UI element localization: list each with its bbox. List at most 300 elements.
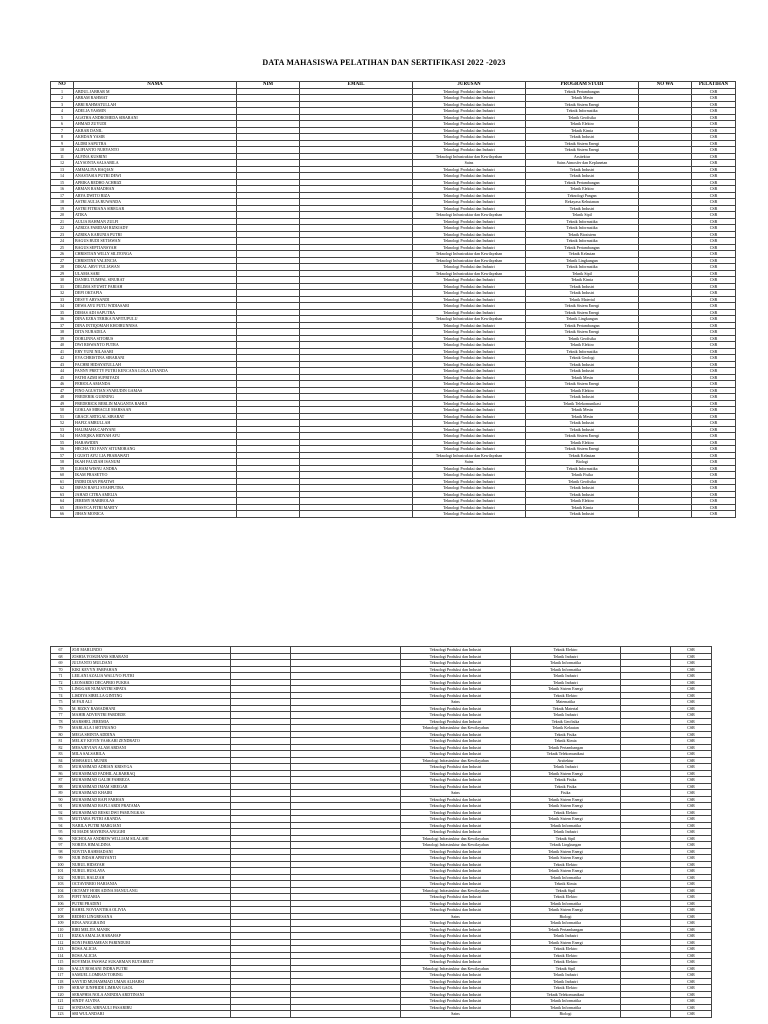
cell-program-studi: Teknik Sipil [511, 887, 621, 894]
cell-program-studi: Teknik Pertambangan [511, 926, 621, 933]
cell-no: 9 [51, 140, 74, 147]
cell-no: 79 [51, 725, 71, 732]
cell-no: 97 [51, 842, 71, 849]
cell-pelatihan: CSR [671, 874, 712, 881]
cell-pelatihan: CSR [692, 491, 736, 498]
cell-pelatihan: CSR [671, 972, 712, 979]
cell-nama: MILA SALSABILA [71, 751, 231, 758]
cell-jurusan: Teknologi Produksi dan Industri [413, 472, 526, 479]
cell-program-studi: Teknik Sistem Energi [526, 381, 639, 388]
cell-nama: ROVEMIA FASWAZ SUKARMAN BUTARBUT [71, 959, 231, 966]
cell-jurusan: Teknologi Produksi dan Industri [413, 134, 526, 141]
cell-nama: RIRI MELITA MANIK [71, 926, 231, 933]
cell-nama: ROSA ALICIA [71, 946, 231, 953]
cell-no: 3 [51, 101, 74, 108]
cell-jurusan: Teknologi Produksi dan Industri [413, 361, 526, 368]
cell-pelatihan: CSR [671, 952, 712, 959]
cell-program-studi: Teknik Industri [526, 420, 639, 427]
cell-nama: AKHDAN YASIR [74, 134, 237, 141]
cell-no: 34 [51, 303, 74, 310]
cell-jurusan: Teknologi Produksi dan Industri [401, 666, 511, 673]
cell-pelatihan: CSR [692, 433, 736, 440]
cell-no: 69 [51, 660, 71, 667]
cell-program-studi: Teknik Sistem Energi [526, 446, 639, 453]
cell-program-studi: Matematika [511, 699, 621, 706]
cell-program-studi: Sains Atmosfer dan Keplanetan [526, 160, 639, 167]
cell-pelatihan: CSR [671, 796, 712, 803]
cell-no: 51 [51, 413, 74, 420]
cell-pelatihan: CSR [692, 121, 736, 128]
cell-jurusan: Teknologi Produksi dan Industri [413, 283, 526, 290]
cell-no: 48 [51, 394, 74, 401]
cell-no: 107 [51, 907, 71, 914]
cell-pelatihan: CSR [671, 692, 712, 699]
cell-jurusan: Teknologi Produksi dan Industri [401, 991, 511, 998]
cell-nama: HALIMAHA CAHYANI [74, 426, 237, 433]
cell-jurusan: Teknologi Infrastruktur dan Kewilayahan [401, 757, 511, 764]
cell-nama: SALLY ROSIANI INDRA PUTRI [71, 965, 231, 972]
cell-pelatihan: CSR [692, 342, 736, 349]
cell-no: 106 [51, 900, 71, 907]
cell-no: 102 [51, 874, 71, 881]
cell-no: 50 [51, 407, 74, 414]
cell-pelatihan: CSR [692, 296, 736, 303]
cell-no: 24 [51, 238, 74, 245]
cell-no: 117 [51, 972, 71, 979]
cell-program-studi: Teknik Sistem Energi [511, 848, 621, 855]
cell-program-studi: Teknik Informatika [511, 666, 621, 673]
cell-no: 91 [51, 803, 71, 810]
cell-no: 105 [51, 894, 71, 901]
cell-no-wa [639, 511, 692, 518]
cell-jurusan: Teknologi Produksi dan Industri [413, 348, 526, 355]
cell-jurusan: Teknologi Produksi dan Industri [413, 218, 526, 225]
cell-program-studi: Teknik Industri [526, 368, 639, 375]
cell-pelatihan: CSR [671, 913, 712, 920]
cell-no: 108 [51, 913, 71, 920]
cell-program-studi: Teknik Industri [526, 394, 639, 401]
cell-nama: FACHRI HIDAYATULLAH [74, 361, 237, 368]
cell-nama: HANIQIKA HIDYAH AYU [74, 433, 237, 440]
cell-jurusan: Teknologi Produksi dan Industri [413, 192, 526, 199]
cell-program-studi: Teknik Kimia [511, 881, 621, 888]
cell-nama: JAHAD CITRA AMELIA [74, 491, 237, 498]
cell-program-studi: Teknik Industri [526, 173, 639, 180]
cell-jurusan: Teknologi Produksi dan Industri [401, 764, 511, 771]
cell-nama: DORLINNA SITORUS [74, 335, 237, 342]
cell-program-studi: Teknik Biosistem [526, 231, 639, 238]
cell-no: 83 [51, 751, 71, 758]
cell-jurusan: Teknologi Produksi dan Industri [401, 978, 511, 985]
cell-program-studi: Teknik Informatika [511, 1004, 621, 1011]
cell-pelatihan: CSR [692, 368, 736, 375]
cell-pelatihan: CSR [692, 355, 736, 362]
cell-program-studi: Teknik Geologi [526, 355, 639, 362]
cell-pelatihan: CSR [692, 511, 736, 518]
cell-jurusan: Teknologi Produksi dan Industri [401, 751, 511, 758]
cell-no: 122 [51, 1004, 71, 1011]
cell-nama: MUHAMMAD GALIH FAHREZA [71, 777, 231, 784]
cell-no: 111 [51, 933, 71, 940]
cell-pelatihan: CSR [692, 140, 736, 147]
cell-pelatihan: CSR [671, 731, 712, 738]
cell-program-studi: Teknik Sistem Energi [526, 309, 639, 316]
cell-jurusan: Teknologi Produksi dan Industri [413, 199, 526, 206]
cell-pelatihan: CSR [692, 231, 736, 238]
cell-nama: MELKY KEVIN YASKARI ZENDRATO [71, 738, 231, 745]
cell-program-studi: Teknologi Pangan [526, 192, 639, 199]
cell-no: 110 [51, 926, 71, 933]
cell-pelatihan: CSR [692, 147, 736, 154]
cell-no: 75 [51, 699, 71, 706]
cell-nama: GRACE ARTIGAL SIBARAT [74, 413, 237, 420]
cell-program-studi: Teknik Mesin [526, 413, 639, 420]
cell-program-studi: Teknik Kimia [526, 277, 639, 284]
cell-pelatihan: CSR [692, 205, 736, 212]
cell-no: 12 [51, 160, 74, 167]
cell-pelatihan: CSR [692, 498, 736, 505]
cell-program-studi: Teknik Fisika [511, 777, 621, 784]
cell-no: 61 [51, 478, 74, 485]
cell-jurusan: Teknologi Produksi dan Industri [401, 738, 511, 745]
cell-jurusan: Teknologi Produksi dan Industri [413, 426, 526, 433]
cell-nama: MUTIARA PUTRI ARANDA [71, 816, 231, 823]
cell-pelatihan: CSR [671, 705, 712, 712]
cell-nama: DANIEL TUMPAL SINURAT [74, 277, 237, 284]
cell-no: 49 [51, 400, 74, 407]
cell-jurusan: Teknologi Produksi dan Industri [413, 511, 526, 518]
cell-program-studi: Teknik Informatika [511, 920, 621, 927]
cell-nama: RINA ANGGRAINI [71, 920, 231, 927]
cell-pelatihan: CSR [671, 1011, 712, 1018]
cell-nama: SAMUEL LOMBAN TOBING [71, 972, 231, 979]
cell-program-studi: Teknik Industri [511, 764, 621, 771]
cell-nama: MARLALA I SETINIANO [71, 725, 231, 732]
cell-jurusan: Teknologi Produksi dan Industri [413, 121, 526, 128]
cell-jurusan: Teknologi Produksi dan Industri [401, 647, 511, 654]
cell-pelatihan: CSR [671, 829, 712, 836]
cell-pelatihan: CSR [671, 868, 712, 875]
cell-no: 35 [51, 309, 74, 316]
cell-program-studi: Teknik Elektro [511, 952, 621, 959]
cell-jurusan: Teknologi Produksi dan Industri [413, 101, 526, 108]
cell-pelatihan: CSR [692, 283, 736, 290]
cell-nama: JEREMY HARIBOLAS [74, 498, 237, 505]
cell-pelatihan: CSR [671, 887, 712, 894]
cell-jurusan: Teknologi Produksi dan Industri [401, 686, 511, 693]
cell-nama: FEBIOLA AMANDA [74, 381, 237, 388]
cell-program-studi: Teknik Geofisika [526, 335, 639, 342]
cell-nama: MAHIR ADVENTRI PARDEDE [71, 712, 231, 719]
cell-pelatihan: CSR [692, 277, 736, 284]
cell-jurusan: Teknologi Produksi dan Industri [401, 705, 511, 712]
cell-nama: DIKAL ARVI YULIAWAN [74, 264, 237, 271]
cell-pelatihan: CSR [671, 881, 712, 888]
cell-no: 54 [51, 433, 74, 440]
cell-jurusan: Teknologi Produksi dan Industri [413, 166, 526, 173]
cell-pelatihan: CSR [671, 790, 712, 797]
cell-jurusan: Teknologi Produksi dan Industri [413, 186, 526, 193]
cell-no: 116 [51, 965, 71, 972]
cell-program-studi: Teknik Fisika [511, 731, 621, 738]
cell-no: 43 [51, 361, 74, 368]
cell-no: 101 [51, 868, 71, 875]
cell-nama: DINA EZRA TERIKA NAPITUPULU [74, 316, 237, 323]
cell-no: 38 [51, 329, 74, 336]
cell-program-studi: Teknik Geofisika [511, 718, 621, 725]
cell-jurusan: Teknologi Produksi dan Industri [413, 296, 526, 303]
cell-pelatihan: CSR [692, 134, 736, 141]
cell-no: 103 [51, 881, 71, 888]
cell-no: 19 [51, 205, 74, 212]
cell-program-studi: Teknik Informatika [511, 900, 621, 907]
cell-no: 23 [51, 231, 74, 238]
cell-nama: ADELIA YASMIN [74, 108, 237, 115]
cell-no: 120 [51, 991, 71, 998]
cell-jurusan: Sains [413, 459, 526, 466]
cell-no: 31 [51, 283, 74, 290]
cell-nama: CHRISTIAN WILLY SILITONGA [74, 251, 237, 258]
cell-jurusan: Teknologi Produksi dan Industri [413, 368, 526, 375]
cell-jurusan: Teknologi Produksi dan Industri [413, 309, 526, 316]
cell-nama: MESAJEVIAN ALAM ARDANI [71, 744, 231, 751]
cell-pelatihan: CSR [692, 485, 736, 492]
cell-no: 76 [51, 705, 71, 712]
cell-jurusan: Teknologi Produksi dan Industri [413, 238, 526, 245]
cell-program-studi: Teknik Geofisika [526, 478, 639, 485]
cell-nama: MUHAMMAD ADRIAN KRISYGA [71, 764, 231, 771]
cell-pelatihan: CSR [692, 88, 736, 95]
cell-nama: MEGA SHINTA ADDINA [71, 731, 231, 738]
cell-program-studi: Teknik Mesin [526, 374, 639, 381]
table-row [51, 511, 736, 518]
cell-no: 6 [51, 121, 74, 128]
cell-nama: JOSHIA YOSUHANS SIBARANI [71, 653, 231, 660]
cell-jurusan: Teknologi Produksi dan Industri [413, 88, 526, 95]
cell-nama: FREDERIK GURNING [74, 394, 237, 401]
cell-jurusan: Teknologi Infrastruktur dan Kewilayahan [401, 835, 511, 842]
cell-no: 123 [51, 1011, 71, 1018]
cell-no: 47 [51, 387, 74, 394]
cell-pelatihan: CSR [692, 335, 736, 342]
cell-pelatihan: CSR [671, 920, 712, 927]
cell-no: 57 [51, 452, 74, 459]
cell-pelatihan: CSR [692, 199, 736, 206]
cell-nama: SERAPHIA NOLA ANINDIA ARDTINANI [71, 991, 231, 998]
cell-no: 68 [51, 653, 71, 660]
cell-jurusan: Teknologi Produksi dan Industri [401, 868, 511, 875]
cell-jurusan: Teknologi Produksi dan Industri [401, 692, 511, 699]
cell-no: 84 [51, 757, 71, 764]
cell-pelatihan: CSR [671, 965, 712, 972]
cell-pelatihan: CSR [692, 413, 736, 420]
cell-program-studi: Teknik Industri [511, 712, 621, 719]
cell-pelatihan: CSR [692, 173, 736, 180]
cell-nama: NUR INDAH APRIYANTI [71, 855, 231, 862]
cell-jurusan: Sains [401, 1011, 511, 1018]
cell-jurusan: Teknologi Produksi dan Industri [401, 874, 511, 881]
cell-no: 1 [51, 88, 74, 95]
cell-no: 33 [51, 296, 74, 303]
cell-pelatihan: CSR [671, 855, 712, 862]
cell-jurusan: Teknologi Produksi dan Industri [401, 939, 511, 946]
cell-jurusan: Teknologi Produksi dan Industri [401, 985, 511, 992]
cell-nama: RIZKA AMALIA HARAHAP [71, 933, 231, 940]
cell-pelatihan: CSR [692, 361, 736, 368]
cell-no: 25 [51, 244, 74, 251]
table-2-body [51, 647, 712, 1018]
cell-no: 22 [51, 225, 74, 232]
cell-program-studi: Teknik Pertambangan [511, 744, 621, 751]
cell-program-studi: Teknik Informatika [526, 108, 639, 115]
cell-program-studi: Teknik Fisika [526, 472, 639, 479]
cell-program-studi: Teknik Sipil [526, 212, 639, 219]
cell-no: 119 [51, 985, 71, 992]
cell-no: 45 [51, 374, 74, 381]
cell-jurusan: Teknologi Produksi dan Industri [413, 433, 526, 440]
cell-pelatihan: CSR [671, 848, 712, 855]
cell-nama: ALDRI SAPUTRA [74, 140, 237, 147]
cell-jurusan: Teknologi Produksi dan Industri [401, 731, 511, 738]
cell-jurusan: Teknologi Produksi dan Industri [413, 329, 526, 336]
cell-jurusan: Teknologi Produksi dan Industri [401, 946, 511, 953]
cell-no: 37 [51, 322, 74, 329]
cell-program-studi: Teknik Elektro [526, 439, 639, 446]
cell-pelatihan: CSR [671, 783, 712, 790]
cell-pelatihan: CSR [671, 985, 712, 992]
cell-no: 46 [51, 381, 74, 388]
cell-nama: BAGUS BUDI SETIAWAN [74, 238, 237, 245]
cell-program-studi: Teknik Sistem Energi [511, 855, 621, 862]
cell-pelatihan: CSR [671, 803, 712, 810]
cell-pelatihan: CSR [692, 127, 736, 134]
cell-nama: LEONARDO DECAPRIO PUKRA [71, 679, 231, 686]
cell-pelatihan: CSR [671, 998, 712, 1005]
cell-jurusan: Teknologi Produksi dan Industri [413, 335, 526, 342]
cell-pelatihan: CSR [671, 660, 712, 667]
cell-no: 89 [51, 790, 71, 797]
cell-pelatihan: CSR [692, 160, 736, 167]
cell-no: 30 [51, 277, 74, 284]
cell-program-studi: Teknik Informatika [511, 822, 621, 829]
cell-nama: ULAMA SARI [74, 270, 237, 277]
cell-no: 74 [51, 692, 71, 699]
cell-pelatihan: CSR [671, 842, 712, 849]
cell-no: 17 [51, 192, 74, 199]
cell-jurusan: Teknologi Produksi dan Industri [401, 933, 511, 940]
cell-jurusan: Teknologi Produksi dan Industri [413, 478, 526, 485]
cell-nama: DINA INTIQOMAH KHOIRUNNISA [74, 322, 237, 329]
cell-pelatihan: CSR [671, 1004, 712, 1011]
cell-jurusan: Teknologi Produksi dan Industri [401, 855, 511, 862]
cell-jurusan: Teknologi Produksi dan Industri [401, 972, 511, 979]
cell-nama: JESSYCA FITRI MARTY [74, 504, 237, 511]
cell-no: 88 [51, 783, 71, 790]
cell-nama: ALFINA KUSRINI [74, 153, 237, 160]
cell-jurusan: Teknologi Produksi dan Industri [413, 114, 526, 121]
cell-jurusan: Teknologi Produksi dan Industri [413, 374, 526, 381]
cell-pelatihan: CSR [671, 861, 712, 868]
cell-nama: AGATHA ANDROMEDA SIBARANI [74, 114, 237, 121]
cell-pelatihan: CSR [671, 770, 712, 777]
cell-no: 81 [51, 738, 71, 745]
cell-pelatihan: CSR [671, 686, 712, 693]
cell-pelatihan: CSR [692, 225, 736, 232]
cell-pelatihan: CSR [692, 108, 736, 115]
cell-nama: SINDY ALVINA [71, 998, 231, 1005]
cell-program-studi: Teknik Informatika [511, 998, 621, 1005]
cell-nama: LEILANI AZALIA WALUYO PUTRI [71, 673, 231, 680]
cell-jurusan: Teknologi Produksi dan Industri [413, 465, 526, 472]
cell-program-studi: Teknik Informatika [526, 238, 639, 245]
cell-program-studi: Teknik Sipil [511, 965, 621, 972]
cell-program-studi: Teknik Elektro [526, 121, 639, 128]
cell-program-studi: Teknik Sistem Energi [511, 868, 621, 875]
cell-no: 27 [51, 257, 74, 264]
cell-pelatihan: CSR [671, 718, 712, 725]
cell-nama: NURUL HIDAYAH [71, 861, 231, 868]
cell-pelatihan: CSR [692, 238, 736, 245]
cell-jurusan: Teknologi Produksi dan Industri [413, 355, 526, 362]
cell-program-studi: Teknik Elektro [526, 498, 639, 505]
cell-pelatihan: CSR [671, 822, 712, 829]
cell-program-studi: Teknik Elektro [511, 946, 621, 953]
cell-program-studi: Arsitektur [526, 153, 639, 160]
cell-nama: SAYYID MUHAMMAD UMAR ALHABSI [71, 978, 231, 985]
cell-no: 26 [51, 251, 74, 258]
cell-pelatihan: CSR [671, 926, 712, 933]
cell-nama: NURUL HUSLAYA [71, 868, 231, 875]
cell-jurusan: Teknologi Produksi dan Industri [413, 264, 526, 271]
cell-program-studi: Teknik Lingkungan [526, 257, 639, 264]
student-table-1 [50, 81, 736, 518]
cell-pelatihan: CSR [692, 478, 736, 485]
cell-program-studi: Teknik Sistem Energi [511, 803, 621, 810]
cell-nama: DWI RISWANTO PUTRA [74, 342, 237, 349]
cell-no: 77 [51, 712, 71, 719]
cell-nama: DEWA AYU PUTU WIDIASARI [74, 303, 237, 310]
cell-jurusan: Teknologi Infrastruktur dan Kewilayahan [413, 251, 526, 258]
cell-pelatihan: CSR [692, 212, 736, 219]
cell-no: 72 [51, 679, 71, 686]
cell-nama: LINGGAR NUMANTRI SIPATA [71, 686, 231, 693]
cell-pelatihan: CSR [692, 186, 736, 193]
cell-program-studi: Teknik Fisika [511, 783, 621, 790]
cell-pelatihan: CSR [671, 744, 712, 751]
cell-jurusan: Sains [413, 160, 526, 167]
cell-pelatihan: CSR [692, 309, 736, 316]
cell-jurusan: Teknologi Infrastruktur dan Kewilayahan [413, 452, 526, 459]
cell-no: 92 [51, 809, 71, 816]
cell-program-studi: Teknik Kelautan [526, 452, 639, 459]
header-nama: NAMA [74, 82, 237, 89]
cell-nama: MUHAMMAD KHAIRI [71, 790, 231, 797]
cell-no: 58 [51, 459, 74, 466]
cell-jurusan: Teknologi Produksi dan Industri [401, 959, 511, 966]
cell-jurusan: Teknologi Produksi dan Industri [413, 225, 526, 232]
cell-pelatihan: CSR [692, 394, 736, 401]
cell-no: 118 [51, 978, 71, 985]
cell-no: 20 [51, 212, 74, 219]
cell-jurusan: Teknologi Produksi dan Industri [401, 712, 511, 719]
cell-program-studi: Teknik Industri [526, 361, 639, 368]
table-1-body [51, 88, 736, 517]
cell-pelatihan: CSR [692, 400, 736, 407]
cell-no: 80 [51, 731, 71, 738]
cell-no: 66 [51, 511, 74, 518]
cell-email [300, 511, 413, 518]
cell-pelatihan: CSR [692, 270, 736, 277]
